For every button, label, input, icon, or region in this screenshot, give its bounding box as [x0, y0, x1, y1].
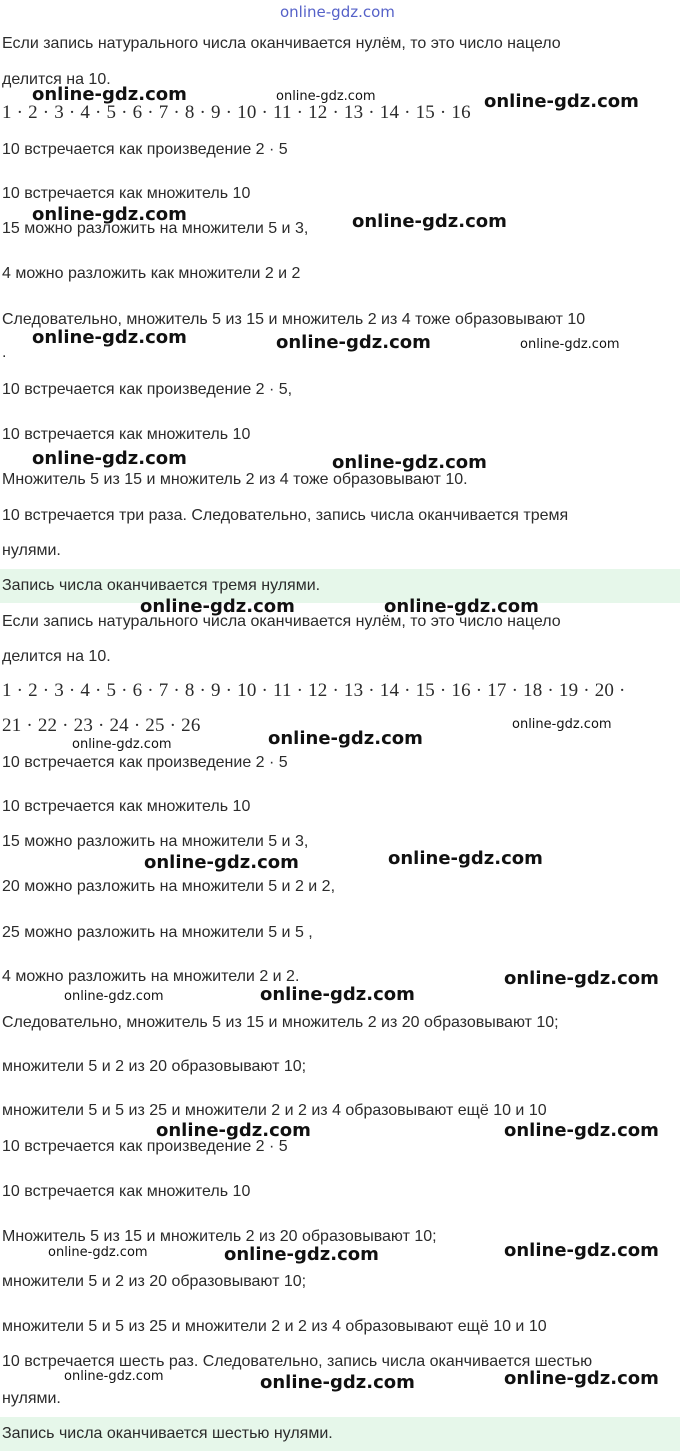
- watermark: online-gdz.com: [32, 327, 187, 348]
- watermark: online-gdz.com: [260, 1372, 415, 1393]
- p2-line-10: 10 встречается как произведение 2 · 5: [2, 1138, 288, 1155]
- watermark: online-gdz.com: [520, 337, 620, 352]
- p1-line-5: Следовательно, множитель 5 из 15 и множитель 2 из 4 тоже образовывают 10: [2, 311, 586, 328]
- watermark: online-gdz.com: [156, 1120, 311, 1141]
- p2-line-15b: нулями.: [2, 1390, 61, 1407]
- p2-intro-b: делится на 10.: [2, 648, 111, 665]
- top-watermark[interactable]: online-gdz.com: [280, 3, 395, 21]
- p1-line-2: 10 встречается как множитель 10: [2, 185, 251, 202]
- watermark: online-gdz.com: [388, 848, 543, 869]
- p2-line-1: 10 встречается как произведение 2 · 5: [2, 754, 288, 771]
- watermark: online-gdz.com: [260, 984, 415, 1005]
- p1-line-8: Множитель 5 из 15 и множитель 2 из 4 тоже образовывают 10.: [2, 471, 468, 488]
- p2-line-15a: 10 встречается шесть раз. Следовательно, запись числа оканчивается шестью: [2, 1353, 593, 1370]
- watermark: online-gdz.com: [332, 452, 487, 473]
- watermark: online-gdz.com: [32, 448, 187, 469]
- watermark: online-gdz.com: [504, 1240, 659, 1261]
- p1-intro-a: Если запись натурального числа оканчивается нулём, то это число нацело: [2, 35, 561, 52]
- p2-intro-a: Если запись натурального числа оканчивается нулём, то это число нацело: [2, 613, 561, 630]
- watermark: online-gdz.com: [224, 1244, 379, 1265]
- p2-line-3: 15 можно разложить на множители 5 и 3,: [2, 833, 309, 850]
- p1-line-1: 10 встречается как произведение 2 · 5: [2, 141, 288, 158]
- p1-product: 1 · 2 · 3 · 4 · 5 · 6 · 7 · 8 · 9 · 10 · 11 · 12 · 13 · 14 · 15 · 16: [2, 102, 471, 123]
- p1-line-9a: 10 встречается три раза. Следовательно, запись числа оканчивается тремя: [2, 507, 569, 524]
- p2-line-14: множители 5 и 5 из 25 и множители 2 и 2 из 4 образовывают ещё 10 и 10: [2, 1318, 547, 1335]
- p1-line-3: 15 можно разложить на множители 5 и 3,: [2, 220, 309, 237]
- p2-line-12: Множитель 5 из 15 и множитель 2 из 20 образовывают 10;: [2, 1228, 437, 1245]
- watermark: online-gdz.com: [504, 1368, 659, 1389]
- watermark: online-gdz.com: [144, 852, 299, 873]
- p2-product-a: 1 · 2 · 3 · 4 · 5 · 6 · 7 · 8 · 9 · 10 · 11 · 12 · 13 · 14 · 15 · 16 · 17 · 18 · 19 · 20 ·: [2, 680, 626, 701]
- watermark: online-gdz.com: [140, 596, 295, 617]
- watermark: online-gdz.com: [276, 89, 376, 104]
- p2-line-13: множители 5 и 2 из 20 образовывают 10;: [2, 1273, 307, 1290]
- watermark: online-gdz.com: [64, 1369, 164, 1384]
- p2-line-11: 10 встречается как множитель 10: [2, 1183, 251, 1200]
- p1-line-5-dot: .: [2, 344, 7, 361]
- p1-line-4: 4 можно разложить как множители 2 и 2: [2, 265, 301, 282]
- watermark: online-gdz.com: [32, 84, 187, 105]
- p1-answer: Запись числа оканчивается тремя нулями.: [0, 569, 680, 603]
- p2-line-2: 10 встречается как множитель 10: [2, 798, 251, 815]
- watermark: online-gdz.com: [484, 91, 639, 112]
- watermark: online-gdz.com: [64, 989, 164, 1004]
- p2-line-9: множители 5 и 5 из 25 и множители 2 и 2 из 4 образовывают ещё 10 и 10: [2, 1102, 547, 1119]
- watermark: online-gdz.com: [48, 1245, 148, 1260]
- p2-line-7: Следовательно, множитель 5 из 15 и множитель 2 из 20 образовывают 10;: [2, 1014, 559, 1031]
- watermark: online-gdz.com: [512, 717, 612, 732]
- watermark: online-gdz.com: [268, 728, 423, 749]
- p2-answer: Запись числа оканчивается шестью нулями.: [0, 1417, 680, 1451]
- p2-product-b: 21 · 22 · 23 · 24 · 25 · 26: [2, 715, 201, 736]
- watermark: online-gdz.com: [32, 204, 187, 225]
- p1-line-9b: нулями.: [2, 542, 61, 559]
- p2-line-5: 25 можно разложить на множители 5 и 5 ,: [2, 924, 313, 941]
- watermark: online-gdz.com: [384, 596, 539, 617]
- watermark: online-gdz.com: [352, 211, 507, 232]
- p1-line-6: 10 встречается как произведение 2 · 5,: [2, 381, 293, 398]
- watermark: online-gdz.com: [504, 1120, 659, 1141]
- p2-line-4: 20 можно разложить на множители 5 и 2 и 2,: [2, 878, 336, 895]
- watermark: online-gdz.com: [276, 332, 431, 353]
- p1-line-7: 10 встречается как множитель 10: [2, 426, 251, 443]
- p2-line-8: множители 5 и 2 из 20 образовывают 10;: [2, 1058, 307, 1075]
- p2-line-6: 4 можно разложить на множители 2 и 2.: [2, 968, 300, 985]
- p1-intro-b: делится на 10.: [2, 71, 111, 88]
- watermark: online-gdz.com: [72, 737, 172, 752]
- watermark: online-gdz.com: [504, 968, 659, 989]
